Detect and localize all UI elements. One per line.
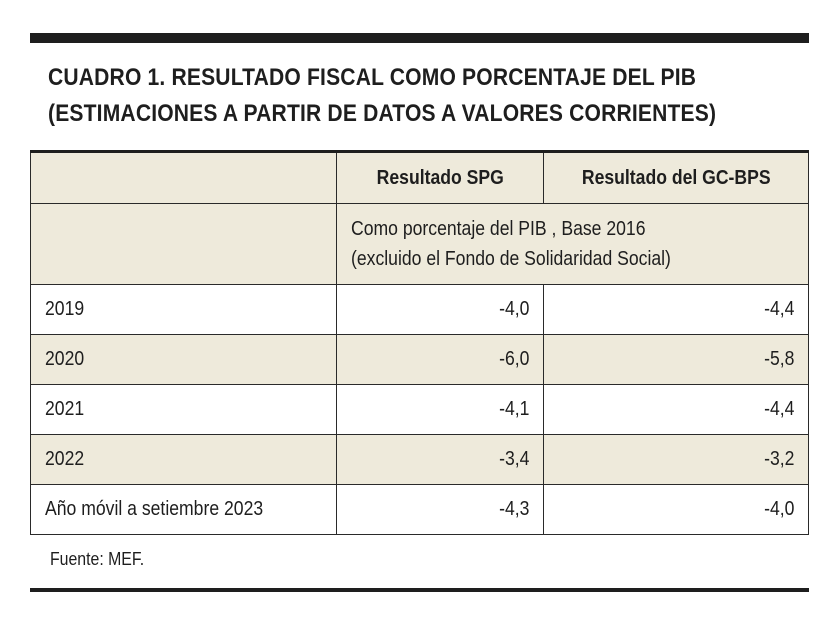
gc-bps-value: -5,8 xyxy=(544,335,809,385)
spg-value: -4,1 xyxy=(337,385,544,435)
row-label: 2021 xyxy=(31,385,337,435)
title-line-2: (ESTIMACIONES A PARTIR DE DATOS A VALORES CORRIENTES) xyxy=(48,100,717,127)
unit-note xyxy=(337,204,809,285)
column-header-spg-label: Resultado SPG xyxy=(376,166,504,189)
spg-value: -3,4 xyxy=(337,435,544,485)
unit-note-line-2: (excluido el Fondo de Solidaridad Social) xyxy=(351,248,671,270)
spg-value: -4,0 xyxy=(337,285,544,335)
bottom-rule xyxy=(30,588,809,592)
column-header-gc-bps xyxy=(544,152,809,204)
title-line-1: CUADRO 1. RESULTADO FISCAL COMO PORCENTAJE DEL PIB xyxy=(48,64,697,91)
column-header-spg xyxy=(337,152,544,204)
row-label: 2022 xyxy=(31,435,337,485)
unit-note-line-1: Como porcentaje del PIB , Base 2016 xyxy=(351,218,646,240)
table-row xyxy=(31,435,809,485)
gc-bps-value: -4,4 xyxy=(544,285,809,335)
table-row xyxy=(31,335,809,385)
header-row xyxy=(31,152,809,204)
table-title xyxy=(48,60,717,132)
gc-bps-value: -4,0 xyxy=(544,485,809,535)
unit-row xyxy=(31,204,809,285)
fiscal-result-table xyxy=(30,150,809,535)
table-row xyxy=(31,285,809,335)
source-note: Fuente: MEF. xyxy=(50,549,145,569)
spg-value: -6,0 xyxy=(337,335,544,385)
header-empty-cell xyxy=(31,152,337,204)
unit-empty-cell xyxy=(31,204,337,285)
table-row xyxy=(31,485,809,535)
top-rule xyxy=(30,33,809,43)
gc-bps-value: -3,2 xyxy=(544,435,809,485)
gc-bps-value: -4,4 xyxy=(544,385,809,435)
row-label: 2019 xyxy=(31,285,337,335)
row-label: Año móvil a setiembre 2023 xyxy=(31,485,337,535)
table-row xyxy=(31,385,809,435)
spg-value: -4,3 xyxy=(337,485,544,535)
row-label: 2020 xyxy=(31,335,337,385)
column-header-gc-bps-label: Resultado del GC-BPS xyxy=(581,166,771,189)
